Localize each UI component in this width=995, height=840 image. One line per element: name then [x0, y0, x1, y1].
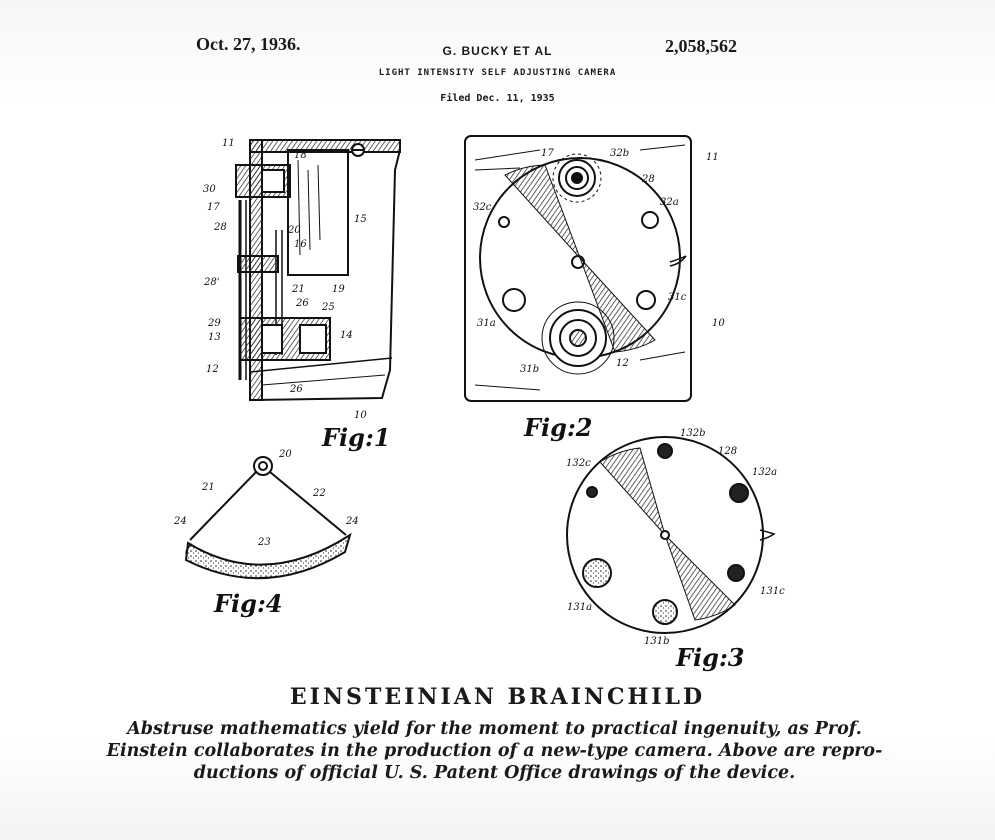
fig3-caption: Fig:3	[676, 643, 745, 672]
fig1-label: 21	[292, 284, 305, 295]
caption-heading: EINSTEINIAN BRAINCHILD	[289, 684, 706, 710]
fig1-label: 18	[294, 150, 307, 161]
fig3-label: 132a	[752, 467, 778, 478]
fig4-label: 22	[313, 488, 326, 499]
fig1-label: 28'	[204, 277, 220, 288]
inventor-name: G. BUCKY ET AL	[442, 44, 553, 58]
fig4-label: 24	[346, 516, 359, 527]
fig2-label: 11	[706, 152, 719, 163]
fig3-label: 132c	[566, 458, 591, 469]
fig1-label: 26	[296, 298, 309, 309]
fig1-label: 13	[208, 332, 221, 343]
fig4-label: 23	[258, 537, 271, 548]
fig1-label: 30	[203, 184, 216, 195]
fig1-label: 15	[354, 214, 367, 225]
fig4-label: 24	[174, 516, 187, 527]
fig1-label: 26	[290, 384, 303, 395]
fig2-label: 31b	[520, 364, 540, 375]
fig2-label: 31a	[477, 318, 496, 329]
figure-3	[567, 437, 774, 633]
fig2-label: 10	[712, 318, 725, 329]
caption-body	[22, 718, 967, 784]
filed-date: Filed Dec. 11, 1935	[440, 93, 555, 104]
fig3-label: 131c	[760, 586, 785, 597]
figure-1-labels	[203, 138, 391, 452]
figure-2	[465, 136, 691, 401]
fig4-label: 21	[202, 482, 215, 493]
fig4-label: 20	[279, 449, 292, 460]
figure-4	[186, 457, 350, 578]
fig3-label: 131a	[567, 602, 593, 613]
fig1-label: 20	[288, 225, 301, 236]
fig2-label: 32b	[610, 148, 630, 159]
caption-line: Einstein collaborates in the production of a new-type camera. Above are repro-	[106, 741, 883, 761]
fig1-label: 29	[208, 318, 221, 329]
caption-line: ductions of official U. S. Patent Office drawings of the device.	[193, 763, 796, 783]
fig2-label: 31c	[668, 292, 687, 303]
caption-line: Abstruse mathematics yield for the moment to practical ingenuity, as Prof.	[127, 719, 862, 739]
fig1-label: 12	[206, 364, 219, 375]
fig1-label: 16	[294, 239, 307, 250]
fig1-label: 11	[222, 138, 235, 149]
patent-title: LIGHT INTENSITY SELF ADJUSTING CAMERA	[378, 68, 617, 78]
patent-number: 2,058,562	[665, 36, 737, 56]
fig1-label: 14	[340, 330, 353, 341]
fig2-label: 12	[616, 358, 629, 369]
fig2-label: 17	[541, 148, 554, 159]
fig1-label: 10	[354, 410, 367, 421]
fig2-caption: Fig:2	[524, 413, 593, 442]
fig1-label: 17	[207, 202, 220, 213]
fig2-label: 32c	[473, 202, 492, 213]
fig1-caption: Fig:1	[322, 423, 391, 452]
fig4-caption: Fig:4	[214, 589, 283, 618]
fig3-label: 131b	[644, 636, 670, 647]
figure-1	[236, 140, 400, 400]
patent-date: Oct. 27, 1936.	[196, 34, 301, 54]
fig3-label: 132b	[680, 428, 706, 439]
fig1-label: 25	[322, 302, 335, 313]
fig1-label: 19	[332, 284, 345, 295]
fig2-label: 32a	[660, 197, 679, 208]
fig1-label: 28	[214, 222, 227, 233]
fig2-label: 28	[642, 174, 655, 185]
fig3-label: 128	[718, 446, 738, 457]
